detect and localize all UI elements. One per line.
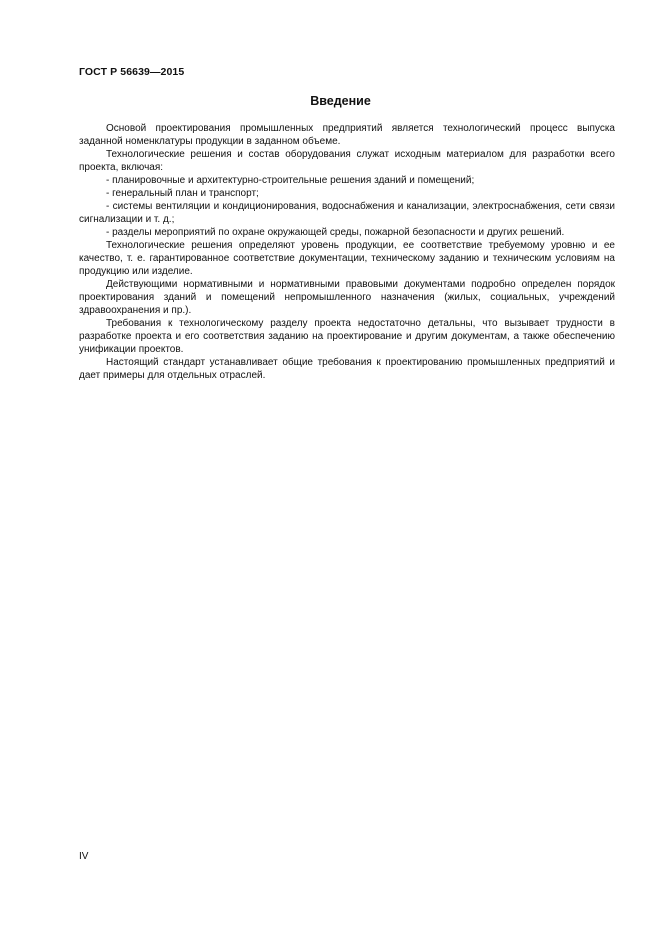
page-number: IV: [79, 851, 89, 862]
document-header: [79, 66, 184, 78]
section-title: Введение: [310, 94, 371, 108]
paragraph-4: Действующими нормативными и нормативными правовыми документами подробно определен порядок проектирования зданий и помещений непромышленного назначения (жилых, социальных, учреждений здравоохранения и пр.).: [79, 279, 615, 316]
paragraph-1: Основой проектирования промышленных предприятий является технологический процесс выпуска заданной номенклатуры продукции в заданном объеме.: [79, 123, 615, 147]
paragraph-2: Технологические решения и состав оборудования служат исходным материалом для разработки всего проекта, включая:: [79, 149, 615, 173]
list-item-3: - системы вентиляции и кондиционирования, водоснабжения и канализации, электроснабжения, сети связи сигнализации и т. д.;: [79, 201, 615, 225]
paragraph-5: Требования к технологическому разделу проекта недостаточно детальны, что вызывает трудности в разработке проекта и его соответствия заданию на проектирование и другим документам, а также обеспечению унификации проектов.: [79, 318, 615, 355]
list-item-4: - разделы мероприятий по охране окружающей среды, пожарной безопасности и других решений.: [106, 227, 565, 238]
document-body: [79, 122, 615, 382]
paragraph-6: Настоящий стандарт устанавливает общие требования к проектированию промышленных предприятий и дает примеры для отдельных отраслей.: [79, 357, 615, 381]
list-item-2: - генеральный план и транспорт;: [106, 188, 259, 199]
paragraph-3: Технологические решения определяют уровень продукции, ее соответствие требуемому уровню и ее качество, т. е. гарантированное соответствие документации, техническому заданию и техническим условиям на продукцию или изделие.: [79, 240, 615, 277]
standard-number: ГОСТ Р 56639—2015: [79, 66, 185, 78]
page-footer: [79, 851, 88, 862]
list-item-1: - планировочные и архитектурно-строительные решения зданий и помещений;: [106, 175, 475, 186]
